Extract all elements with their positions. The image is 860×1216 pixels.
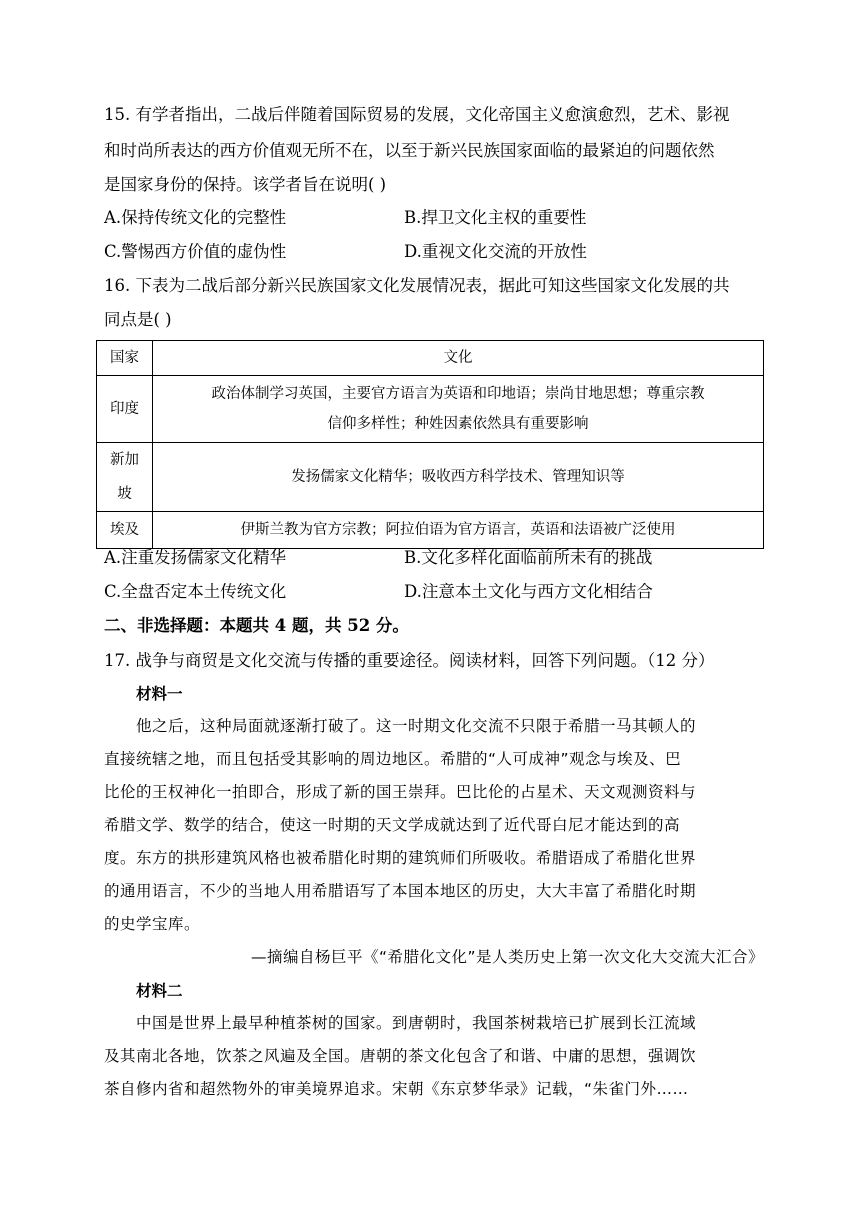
culture-text-line: 政治体制学习英国，主要官方语言为英语和印地语；崇尚甘地思想；尊重宗教 — [211, 386, 705, 402]
material2-line: 及其南北各地，饮茶之风遍及全国。唐朝的茶文化包含了和谐、中庸的思想，强调饮 — [104, 1047, 697, 1065]
q15-stem-line-1: 15. 有学者指出，二战后伴随着国际贸易的发展，文化帝国主义愈演愈烈，艺术、影视 — [104, 105, 730, 124]
q15-stem-line-2: 和时尚所表达的西方价值观无所不在，以至于新兴民族国家面临的最紧迫的问题依然 — [104, 141, 715, 160]
material1-line: 度。东方的拱形建筑风格也被希腊化时期的建筑师们所吸收。希腊语成了希腊化世界 — [104, 849, 697, 867]
material1-line: 的通用语言，不少的当地人用希腊语写了本国本地区的历史，大大丰富了希腊化时期 — [104, 882, 697, 900]
table-cell-country: 埃及 — [97, 512, 153, 549]
q16-option-c: C.全盘否定本土传统文化 — [104, 582, 287, 601]
q16-option-d: D.注意本土文化与西方文化相结合 — [404, 582, 653, 601]
table-header-culture: 文化 — [153, 341, 764, 376]
table-cell-culture — [153, 376, 764, 443]
q15-stem-line-3: 是国家身份的保持。该学者旨在说明( ) — [104, 175, 387, 194]
table-header-row — [97, 341, 764, 376]
table-cell-culture: 伊斯兰教为官方宗教；阿拉伯语为官方语言，英语和法语被广泛使用 — [153, 512, 764, 549]
material1-source: —摘编自杨巨平《“希腊化文化”是人类历史上第一次文化大交流大汇合》 — [250, 948, 764, 966]
country-text-line: 坡 — [117, 486, 132, 502]
material2-title: 材料二 — [136, 982, 183, 1000]
material2-line: 茶自修内省和超然物外的审美境界追求。宋朝《东京梦华录》记载，“朱雀门外…… — [104, 1080, 689, 1098]
q15-option-b: B.捍卫文化主权的重要性 — [404, 208, 587, 227]
q15-option-a: A.保持传统文化的完整性 — [104, 208, 287, 227]
material1-line: 的史学宝库。 — [104, 915, 201, 933]
material2-line: 中国是世界上最早种植茶树的国家。到唐朝时，我国茶树栽培已扩展到长江流域 — [136, 1014, 697, 1032]
q16-option-a: A.注重发扬儒家文化精华 — [104, 548, 287, 567]
q16-stem-line-2: 同点是( ) — [104, 310, 172, 329]
table-header-country: 国家 — [97, 341, 153, 376]
material1-line: 比伦的王权神化一拍即合，形成了新的国王崇拜。巴比伦的占星术、天文观测资料与 — [104, 783, 697, 801]
table-cell-country — [97, 443, 153, 512]
section-heading: 二、非选择题：本题共 4 题，共 52 分。 — [104, 616, 409, 635]
table-row — [97, 512, 764, 549]
table-cell-culture: 发扬儒家文化精华；吸收西方科学技术、管理知识等 — [153, 443, 764, 512]
q17-stem: 17. 战争与商贸是文化交流与传播的重要途径。阅读材料，回答下列问题。（12 分） — [104, 651, 715, 670]
q15-option-d: D.重视文化交流的开放性 — [404, 242, 587, 261]
culture-text-line: 信仰多样性；种姓因素依然具有重要影响 — [327, 416, 589, 432]
material1-line: 直接统辖之地，而且包括受其影响的周边地区。希腊的“人可成神”观念与埃及、巴 — [104, 750, 682, 768]
table-cell-country: 印度 — [97, 376, 153, 443]
material1-line: 他之后，这种局面就逐渐打破了。这一时期文化交流不只限于希腊一马其顿人的 — [136, 717, 697, 735]
table-row — [97, 376, 764, 443]
table-row — [97, 443, 764, 512]
material1-title: 材料一 — [136, 685, 183, 703]
country-text-line: 新加 — [110, 452, 139, 468]
material1-line: 希腊文学、数学的结合，使这一时期的天文学成就达到了近代哥白尼才能达到的高 — [104, 816, 681, 834]
q15-option-c: C.警惕西方价值的虚伪性 — [104, 242, 287, 261]
culture-table — [96, 340, 764, 549]
q16-stem-line-1: 16. 下表为二战后部分新兴民族国家文化发展情况表，据此可知这些国家文化发展的共 — [104, 276, 730, 295]
q16-option-b: B.文化多样化面临前所未有的挑战 — [404, 548, 653, 567]
